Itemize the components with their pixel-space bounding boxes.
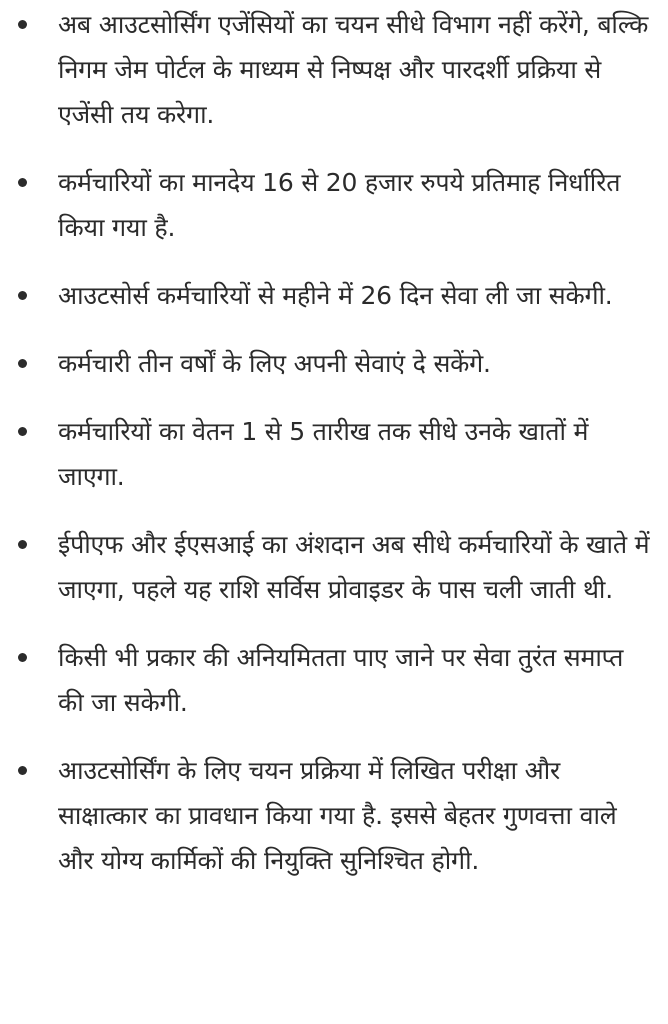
bullet-text: आउटसोर्सिंग के लिए चयन प्रक्रिया में लिखित परीक्षा और साक्षात्कार का प्रावधान किया गया है. इससे बेहतर गुणवत्ता वाले और योग्य कार्मिकों की नियुक्ति सुनिश्चित होगी. <box>58 756 617 875</box>
bullet-item <box>38 635 654 725</box>
bullet-dot-icon <box>18 359 27 368</box>
bullet-item <box>38 748 654 883</box>
bullet-dot-icon <box>18 291 27 300</box>
bullet-text: ईपीएफ और ईएसआई का अंशदान अब सीधे कर्मचारियों के खाते में जाएगा, पहले यह राशि सर्विस प्रोवाइडर के पास चली जाती थी. <box>58 530 650 604</box>
bullet-dot-icon <box>18 540 27 549</box>
bullet-text: किसी भी प्रकार की अनियमितता पाए जाने पर सेवा तुरंत समाप्त की जा सकेगी. <box>58 643 624 717</box>
bullet-dot-icon <box>18 653 27 662</box>
bullet-item <box>38 2 654 137</box>
bullet-dot-icon <box>18 178 27 187</box>
bullet-text: कर्मचारियों का वेतन 1 से 5 तारीख तक सीधे उनके खातों में जाएगा. <box>58 417 589 491</box>
bullet-dot-icon <box>18 20 27 29</box>
bullet-text: कर्मचारियों का मानदेय 16 से 20 हजार रुपये प्रतिमाह निर्धारित किया गया है. <box>58 168 621 242</box>
bullet-item <box>38 409 654 499</box>
bullet-text: कर्मचारी तीन वर्षों के लिए अपनी सेवाएं दे सकेंगे. <box>58 349 491 378</box>
bullet-dot-icon <box>18 766 27 775</box>
bullet-item <box>38 273 654 318</box>
bullet-item <box>38 522 654 612</box>
bullet-text: अब आउटसोर्सिंग एजेंसियों का चयन सीधे विभाग नहीं करेंगे, बल्कि निगम जेम पोर्टल के माध्यम से निष्पक्ष और पारदर्शी प्रक्रिया से एजेंसी तय करेगा. <box>58 10 649 129</box>
bullet-text: आउटसोर्स कर्मचारियों से महीने में 26 दिन सेवा ली जा सकेगी. <box>58 281 613 310</box>
bullet-item <box>38 160 654 250</box>
bullet-item <box>38 341 654 386</box>
bullet-dot-icon <box>18 427 27 436</box>
